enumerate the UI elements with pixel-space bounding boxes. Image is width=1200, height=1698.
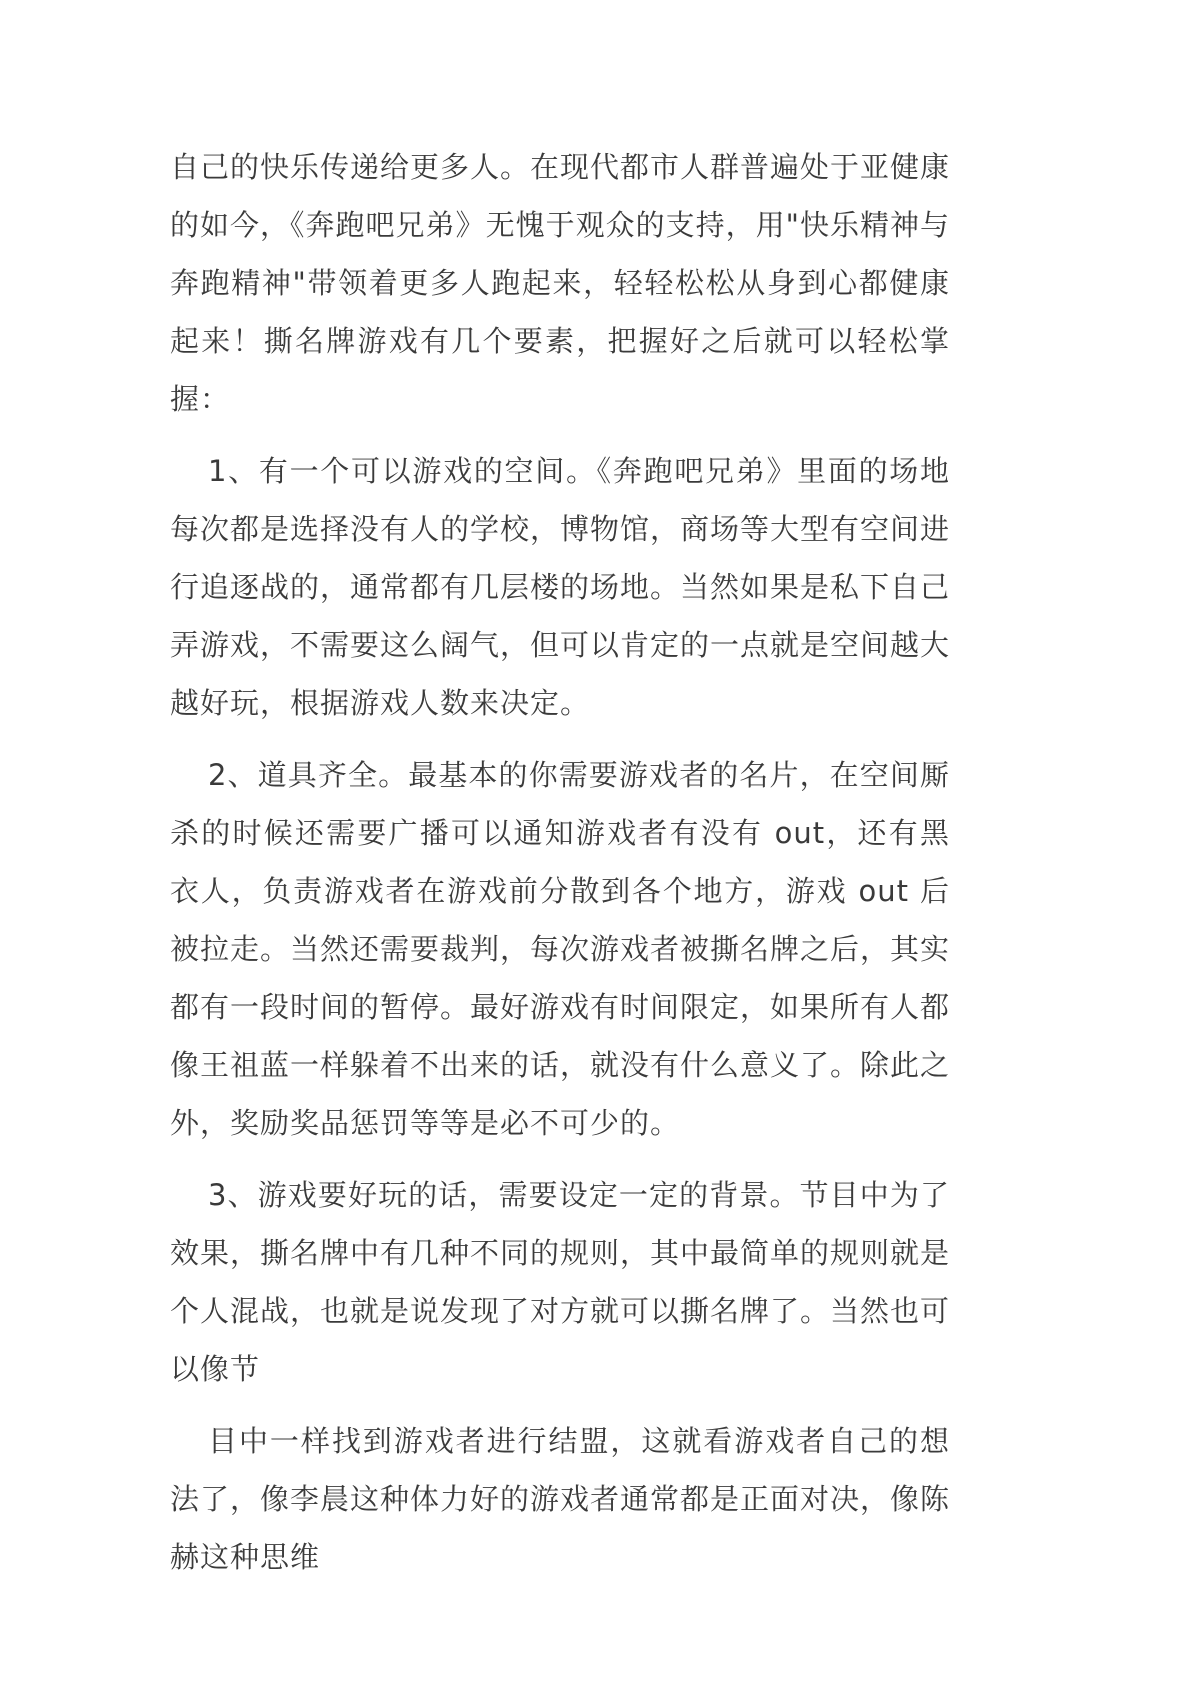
paragraph-item-1: 1、有一个可以游戏的空间。《奔跑吧兄弟》里面的场地每次都是选择没有人的学校，博物馆，商场等大型有空间进行追逐战的，通常都有几层楼的场地。当然如果是私下自己弄游戏，不需要这么阔气，但可以肯定的一点就是空间越大越好玩，根据游戏人数来决定。 bbox=[170, 454, 951, 720]
paragraph-item-3: 3、游戏要好玩的话，需要设定一定的背景。节目中为了效果，撕名牌中有几种不同的规则，其中最简单的规则就是个人混战，也就是说发现了对方就可以撕名牌了。当然也可以像节 bbox=[170, 1178, 951, 1386]
paragraph-continuation: 目中一样找到游戏者进行结盟，这就看游戏者自己的想法了，像李晨这种体力好的游戏者通常都是正面对决，像陈赫这种思维 bbox=[170, 1424, 951, 1574]
document-body bbox=[170, 138, 950, 1586]
paragraph-item-2: 2、道具齐全。最基本的你需要游戏者的名片，在空间厮杀的时候还需要广播可以通知游戏者有没有 out，还有黑衣人，负责游戏者在游戏前分散到各个地方，游戏 out 后被拉走。当然还需要裁判，每次游戏者被撕名牌之后，其实都有一段时间的暂停。最好游戏有时间限定，如果所有人都像王祖蓝一样躲着不出来的话，就没有什么意义了。除此之外，奖励奖品惩罚等等是必不可少的。 bbox=[170, 758, 951, 1140]
paragraph-intro: 自己的快乐传递给更多人。在现代都市人群普遍处于亚健康的如今，《奔跑吧兄弟》无愧于观众的支持，用"快乐精神与奔跑精神"带领着更多人跑起来，轻轻松松从身到心都健康起来！撕名牌游戏有几个要素，把握好之后就可以轻松掌握： bbox=[170, 150, 951, 416]
